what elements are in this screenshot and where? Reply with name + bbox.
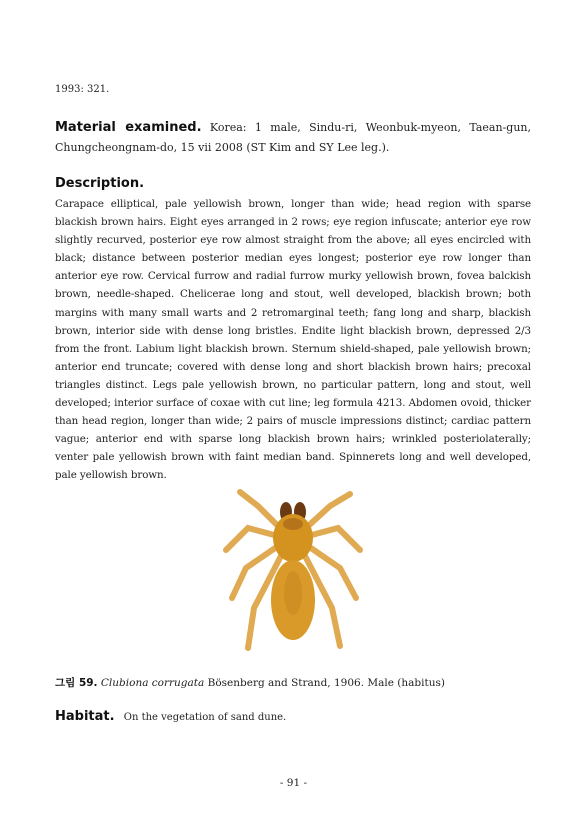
material-heading: Material examined. [55, 120, 202, 135]
description-text: Carapace elliptical, pale yellowish brown, longer than wide; head region with sparse blackish brown hairs. Eight eyes arranged in 2 rows; eye region infuscate; anterior eye row slightly recurved, posterior eye row almost straight from the above; all eyes encircled with black; distance between posterior median eyes longest; posterior eye row longer than anterior eye row. Cervical furrow and radial furrow murky yellowish brown, fovea balckish brown, needle-shaped. Chelicerae long and stout, well developed, blackish brown; both margins with many small warts and 2 retromarginal teeth; fang long and sharp, blackish brown, interior side with dense long bristles. Endite light blackish brown, depressed 2/3 from the front. Labium light blackish brown. Sternum shield-shaped, pale yellowish brown; anterior end truncate; covered with dense long and short blackish brown hairs; precoxal triangles distinct. Legs pale yellowish brown, no particular pattern, long and stout, well developed; interior surface of coxae with cut line; leg formula 4213. Abdomen ovoid, thicker than head region, longer than wide; 2 pairs of muscle impressions distinct; cardiac pattern vague; anterior end with sparse long blackish brown hairs; wrinkled posteriolaterally; venter pale yellowish brown with faint median band. Spinnerets long and well developed, pale yellowish brown. [55, 198, 531, 482]
description-heading: Description. [55, 176, 145, 191]
figure-caption-rest: Bösenberg and Strand, 1906. Male (habitus) [204, 677, 445, 689]
habitat-heading: Habitat. [55, 709, 115, 724]
material-examined-paragraph [55, 118, 531, 158]
spider-habitus-image [218, 488, 368, 663]
page-number: - 91 - [279, 777, 308, 789]
reference-line: 1993: 321. [55, 84, 110, 95]
figure-caption [55, 675, 445, 690]
material-text: Korea: 1 male, Sindu-ri, Weonbuk-myeon, Taean-gun, Chungcheongnam-do, 15 vii 2008 (ST Kim and SY Lee leg.). [55, 121, 532, 154]
habitat-line [55, 709, 286, 724]
species-name: Clubiona corrugata [100, 677, 205, 689]
habitat-text: On the vegetation of sand dune. [123, 712, 287, 723]
figure-label: 그림 59. [55, 677, 98, 689]
